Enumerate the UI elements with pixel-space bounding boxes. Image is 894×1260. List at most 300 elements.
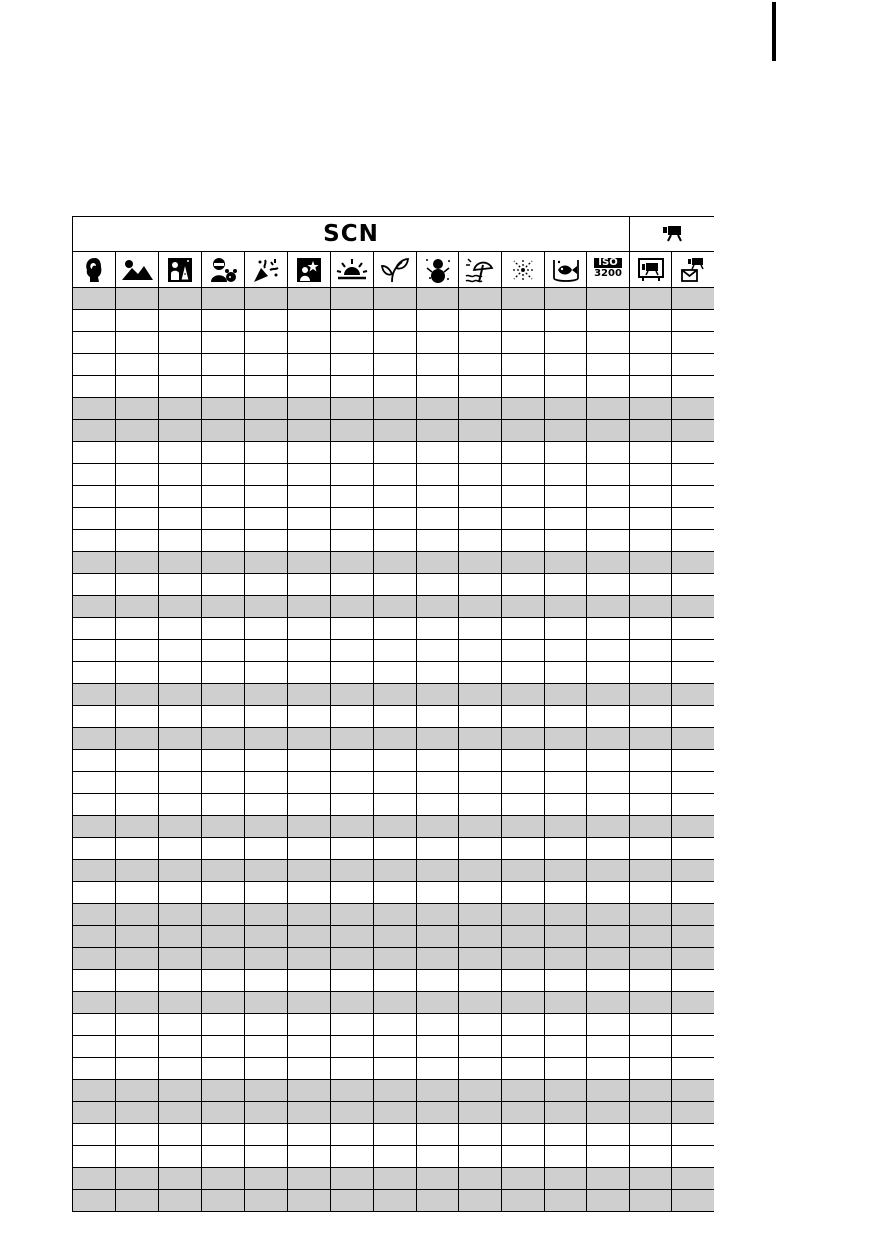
- table-cell: [202, 904, 245, 926]
- mode-column-beach: [459, 252, 502, 288]
- table-cell: [159, 662, 202, 684]
- table-cell: [159, 442, 202, 464]
- table-cell: [245, 596, 288, 618]
- table-cell: [73, 1058, 116, 1080]
- table-cell: [545, 398, 587, 420]
- table-cell: [245, 1080, 288, 1102]
- table-cell: [73, 1168, 116, 1190]
- table-cell: [202, 442, 245, 464]
- table-cell: [502, 464, 545, 486]
- table-cell: [202, 508, 245, 530]
- table-cell: [374, 530, 417, 552]
- table-cell: [288, 706, 331, 728]
- table-cell: [545, 618, 587, 640]
- table-cell: [288, 596, 331, 618]
- table-cell: [502, 552, 545, 574]
- table-cell: [288, 288, 331, 310]
- table-cell: [288, 684, 331, 706]
- table-cell: [245, 904, 288, 926]
- table-cell: [545, 1168, 587, 1190]
- table-cell: [672, 684, 714, 706]
- table-cell: [417, 750, 459, 772]
- table-row: [73, 948, 714, 970]
- table-cell: [331, 618, 374, 640]
- table-cell: [459, 552, 502, 574]
- table-row: [73, 860, 714, 882]
- table-cell: [630, 1014, 672, 1036]
- table-cell: [331, 706, 374, 728]
- table-cell: [587, 1058, 630, 1080]
- table-cell: [159, 640, 202, 662]
- table-cell: [245, 750, 288, 772]
- table-cell: [630, 904, 672, 926]
- table-cell: [73, 926, 116, 948]
- table-cell: [202, 332, 245, 354]
- table-cell: [417, 420, 459, 442]
- table-cell: [502, 288, 545, 310]
- table-cell: [73, 486, 116, 508]
- table-cell: [159, 574, 202, 596]
- mode-column-aquarium: [545, 252, 587, 288]
- table-cell: [587, 750, 630, 772]
- table-cell: [545, 1190, 587, 1212]
- table-cell: [116, 420, 159, 442]
- table-cell: [331, 992, 374, 1014]
- table-cell: [374, 618, 417, 640]
- table-cell: [459, 750, 502, 772]
- table-cell: [502, 398, 545, 420]
- table-cell: [417, 398, 459, 420]
- table-cell: [116, 970, 159, 992]
- table-cell: [587, 1036, 630, 1058]
- table-cell: [459, 596, 502, 618]
- table-cell: [417, 552, 459, 574]
- table-cell: [245, 420, 288, 442]
- iso-3200-icon: ISO 3200: [594, 257, 622, 279]
- table-cell: [202, 794, 245, 816]
- table-row: [73, 838, 714, 860]
- table-cell: [288, 618, 331, 640]
- table-cell: [630, 1190, 672, 1212]
- table-cell: [116, 1124, 159, 1146]
- table-cell: [630, 420, 672, 442]
- table-cell: [73, 332, 116, 354]
- table-cell: [417, 728, 459, 750]
- table-cell: [374, 948, 417, 970]
- table-cell: [587, 332, 630, 354]
- table-cell: [159, 530, 202, 552]
- table-cell: [288, 816, 331, 838]
- table-cell: [417, 860, 459, 882]
- table-cell: [417, 310, 459, 332]
- table-cell: [545, 750, 587, 772]
- table-cell: [459, 1124, 502, 1146]
- table-cell: [374, 640, 417, 662]
- table-cell: [73, 310, 116, 332]
- table-cell: [116, 1168, 159, 1190]
- table-cell: [331, 420, 374, 442]
- table-cell: [331, 1080, 374, 1102]
- table-cell: [159, 618, 202, 640]
- table-cell: [672, 552, 714, 574]
- table-cell: [288, 552, 331, 574]
- table-cell: [288, 1058, 331, 1080]
- table-cell: [159, 926, 202, 948]
- table-cell: [73, 1036, 116, 1058]
- table-cell: [545, 1014, 587, 1036]
- table-cell: [159, 596, 202, 618]
- table-cell: [374, 838, 417, 860]
- indoor-party-icon: [251, 256, 281, 284]
- table-cell: [374, 420, 417, 442]
- table-cell: [331, 948, 374, 970]
- table-cell: [672, 860, 714, 882]
- table-cell: [202, 376, 245, 398]
- table-cell: [630, 332, 672, 354]
- table-cell: [672, 772, 714, 794]
- table-cell: [245, 354, 288, 376]
- table-cell: [672, 508, 714, 530]
- table-row: [73, 442, 714, 464]
- scn-group-title: SCN: [73, 217, 630, 252]
- table-cell: [630, 354, 672, 376]
- table-cell: [502, 882, 545, 904]
- table-cell: [245, 794, 288, 816]
- table-cell: [672, 1014, 714, 1036]
- table-cell: [672, 904, 714, 926]
- table-cell: [116, 882, 159, 904]
- table-cell: [502, 970, 545, 992]
- table-cell: [672, 288, 714, 310]
- table-cell: [587, 1102, 630, 1124]
- table-row: [73, 398, 714, 420]
- table-cell: [159, 1124, 202, 1146]
- table-cell: [288, 442, 331, 464]
- table-row: [73, 816, 714, 838]
- table-cell: [672, 618, 714, 640]
- table-cell: [116, 508, 159, 530]
- table-cell: [288, 1036, 331, 1058]
- table-cell: [672, 442, 714, 464]
- table-cell: [417, 1014, 459, 1036]
- table-cell: [288, 1124, 331, 1146]
- table-cell: [202, 684, 245, 706]
- table-cell: [116, 486, 159, 508]
- table-cell: [202, 1080, 245, 1102]
- table-cell: [288, 1190, 331, 1212]
- table-cell: [116, 552, 159, 574]
- table-cell: [459, 1146, 502, 1168]
- table-cell: [159, 486, 202, 508]
- table-cell: [630, 310, 672, 332]
- table-cell: [288, 1080, 331, 1102]
- table-cell: [288, 992, 331, 1014]
- table-cell: [73, 684, 116, 706]
- table-cell: [331, 1190, 374, 1212]
- table-cell: [545, 926, 587, 948]
- table-cell: [502, 794, 545, 816]
- table-cell: [73, 1080, 116, 1102]
- table-cell: [159, 1146, 202, 1168]
- table-cell: [630, 948, 672, 970]
- night-snapshot-icon: [166, 256, 194, 284]
- function-availability-table: [72, 216, 714, 1212]
- table-cell: [288, 1168, 331, 1190]
- mode-column-email-movie: [672, 252, 714, 288]
- table-cell: [672, 1102, 714, 1124]
- table-cell: [159, 970, 202, 992]
- table-cell: [417, 904, 459, 926]
- table-cell: [245, 640, 288, 662]
- table-cell: [73, 970, 116, 992]
- table-cell: [116, 684, 159, 706]
- table-cell: [502, 376, 545, 398]
- table-cell: [459, 948, 502, 970]
- table-cell: [459, 706, 502, 728]
- table-cell: [374, 684, 417, 706]
- table-cell: [159, 354, 202, 376]
- table-cell: [672, 706, 714, 728]
- table-cell: [73, 1190, 116, 1212]
- table-cell: [116, 1036, 159, 1058]
- table-cell: [545, 860, 587, 882]
- table-cell: [374, 464, 417, 486]
- table-cell: [331, 376, 374, 398]
- table-cell: [73, 1014, 116, 1036]
- table-cell: [331, 552, 374, 574]
- table-cell: [331, 794, 374, 816]
- table-cell: [73, 398, 116, 420]
- table-cell: [417, 1146, 459, 1168]
- table-cell: [331, 970, 374, 992]
- table-cell: [331, 486, 374, 508]
- table-cell: [587, 354, 630, 376]
- table-cell: [630, 618, 672, 640]
- table-cell: [417, 838, 459, 860]
- table-cell: [672, 728, 714, 750]
- table-cell: [202, 706, 245, 728]
- table-cell: [116, 926, 159, 948]
- table-cell: [374, 1190, 417, 1212]
- table-cell: [672, 1058, 714, 1080]
- table-cell: [73, 552, 116, 574]
- table-cell: [587, 464, 630, 486]
- table-cell: [73, 816, 116, 838]
- table-cell: [245, 860, 288, 882]
- table-cell: [116, 464, 159, 486]
- table-cell: [288, 1102, 331, 1124]
- table-cell: [630, 552, 672, 574]
- table-cell: [116, 574, 159, 596]
- table-cell: [288, 662, 331, 684]
- table-cell: [159, 794, 202, 816]
- table-cell: [73, 882, 116, 904]
- table-cell: [374, 882, 417, 904]
- table-cell: [116, 772, 159, 794]
- table-cell: [73, 860, 116, 882]
- table-cell: [587, 1124, 630, 1146]
- table-cell: [288, 420, 331, 442]
- table-row: [73, 530, 714, 552]
- table-cell: [374, 574, 417, 596]
- table-row: [73, 1036, 714, 1058]
- table-cell: [288, 508, 331, 530]
- table-cell: [672, 926, 714, 948]
- table-cell: [459, 530, 502, 552]
- table-row: [73, 1102, 714, 1124]
- table-cell: [73, 904, 116, 926]
- table-cell: [202, 398, 245, 420]
- table-cell: [288, 1014, 331, 1036]
- table-cell: [502, 904, 545, 926]
- table-cell: [459, 1102, 502, 1124]
- table-cell: [331, 684, 374, 706]
- table-cell: [630, 1080, 672, 1102]
- table-cell: [459, 420, 502, 442]
- table-cell: [502, 310, 545, 332]
- table-cell: [202, 970, 245, 992]
- table-row: [73, 640, 714, 662]
- table-cell: [459, 310, 502, 332]
- table-cell: [202, 420, 245, 442]
- table-cell: [288, 486, 331, 508]
- table-cell: [245, 816, 288, 838]
- table-cell: [417, 882, 459, 904]
- table-cell: [288, 574, 331, 596]
- table-cell: [331, 860, 374, 882]
- table-cell: [331, 662, 374, 684]
- table-cell: [374, 596, 417, 618]
- table-cell: [202, 552, 245, 574]
- table-cell: [288, 750, 331, 772]
- table-cell: [502, 486, 545, 508]
- table-cell: [587, 618, 630, 640]
- table-cell: [545, 772, 587, 794]
- table-row: [73, 882, 714, 904]
- table-cell: [545, 376, 587, 398]
- table-cell: [545, 882, 587, 904]
- table-cell: [630, 640, 672, 662]
- table-cell: [374, 970, 417, 992]
- table-cell: [672, 838, 714, 860]
- table-cell: [587, 728, 630, 750]
- table-cell: [245, 684, 288, 706]
- table-cell: [288, 772, 331, 794]
- table-cell: [73, 288, 116, 310]
- table-cell: [587, 640, 630, 662]
- table-cell: [374, 860, 417, 882]
- table-cell: [73, 420, 116, 442]
- table-cell: [73, 772, 116, 794]
- table-cell: [159, 1102, 202, 1124]
- table-cell: [245, 1058, 288, 1080]
- table-cell: [374, 1036, 417, 1058]
- table-cell: [116, 904, 159, 926]
- table-cell: [374, 1080, 417, 1102]
- table-cell: [73, 750, 116, 772]
- table-cell: [545, 706, 587, 728]
- table-cell: [288, 464, 331, 486]
- table-cell: [630, 596, 672, 618]
- table-cell: [288, 926, 331, 948]
- table-cell: [331, 640, 374, 662]
- table-cell: [502, 1014, 545, 1036]
- mode-column-sunset: [331, 252, 374, 288]
- table-cell: [245, 618, 288, 640]
- table-cell: [202, 574, 245, 596]
- table-cell: [73, 706, 116, 728]
- table-cell: [459, 332, 502, 354]
- table-cell: [672, 948, 714, 970]
- table-cell: [672, 816, 714, 838]
- table-cell: [545, 332, 587, 354]
- table-cell: [245, 552, 288, 574]
- table-cell: [374, 332, 417, 354]
- table-cell: [288, 838, 331, 860]
- table-cell: [331, 530, 374, 552]
- table-cell: [459, 574, 502, 596]
- table-cell: [374, 904, 417, 926]
- table-cell: [202, 1036, 245, 1058]
- table-cell: [672, 464, 714, 486]
- table-cell: [288, 794, 331, 816]
- table-cell: [672, 596, 714, 618]
- table-cell: [202, 728, 245, 750]
- table-cell: [159, 684, 202, 706]
- table-cell: [502, 1146, 545, 1168]
- table-cell: [459, 1058, 502, 1080]
- table-row: [73, 574, 714, 596]
- table-cell: [116, 750, 159, 772]
- table-cell: [502, 1058, 545, 1080]
- standard-movie-icon: [637, 257, 665, 283]
- table-cell: [245, 1124, 288, 1146]
- table-cell: [73, 442, 116, 464]
- table-cell: [417, 1036, 459, 1058]
- table-cell: [587, 420, 630, 442]
- table-cell: [459, 464, 502, 486]
- table-row: [73, 1014, 714, 1036]
- table-cell: [545, 354, 587, 376]
- table-cell: [73, 596, 116, 618]
- table-cell: [417, 684, 459, 706]
- table-row: [73, 1080, 714, 1102]
- table-cell: [417, 816, 459, 838]
- table-cell: [116, 310, 159, 332]
- table-cell: [159, 1190, 202, 1212]
- table-cell: [587, 596, 630, 618]
- table-cell: [331, 882, 374, 904]
- table-cell: [587, 552, 630, 574]
- table-cell: [245, 970, 288, 992]
- table-cell: [331, 464, 374, 486]
- table-cell: [459, 926, 502, 948]
- table-cell: [502, 1036, 545, 1058]
- table-cell: [502, 1080, 545, 1102]
- table-cell: [245, 1168, 288, 1190]
- table-cell: [459, 442, 502, 464]
- table-cell: [73, 1102, 116, 1124]
- table-cell: [630, 882, 672, 904]
- table-cell: [502, 640, 545, 662]
- table-row: [73, 684, 714, 706]
- table-cell: [202, 860, 245, 882]
- table-cell: [288, 354, 331, 376]
- table-cell: [331, 1058, 374, 1080]
- group-header-row: [73, 217, 714, 252]
- table-cell: [331, 1168, 374, 1190]
- table-cell: [459, 1014, 502, 1036]
